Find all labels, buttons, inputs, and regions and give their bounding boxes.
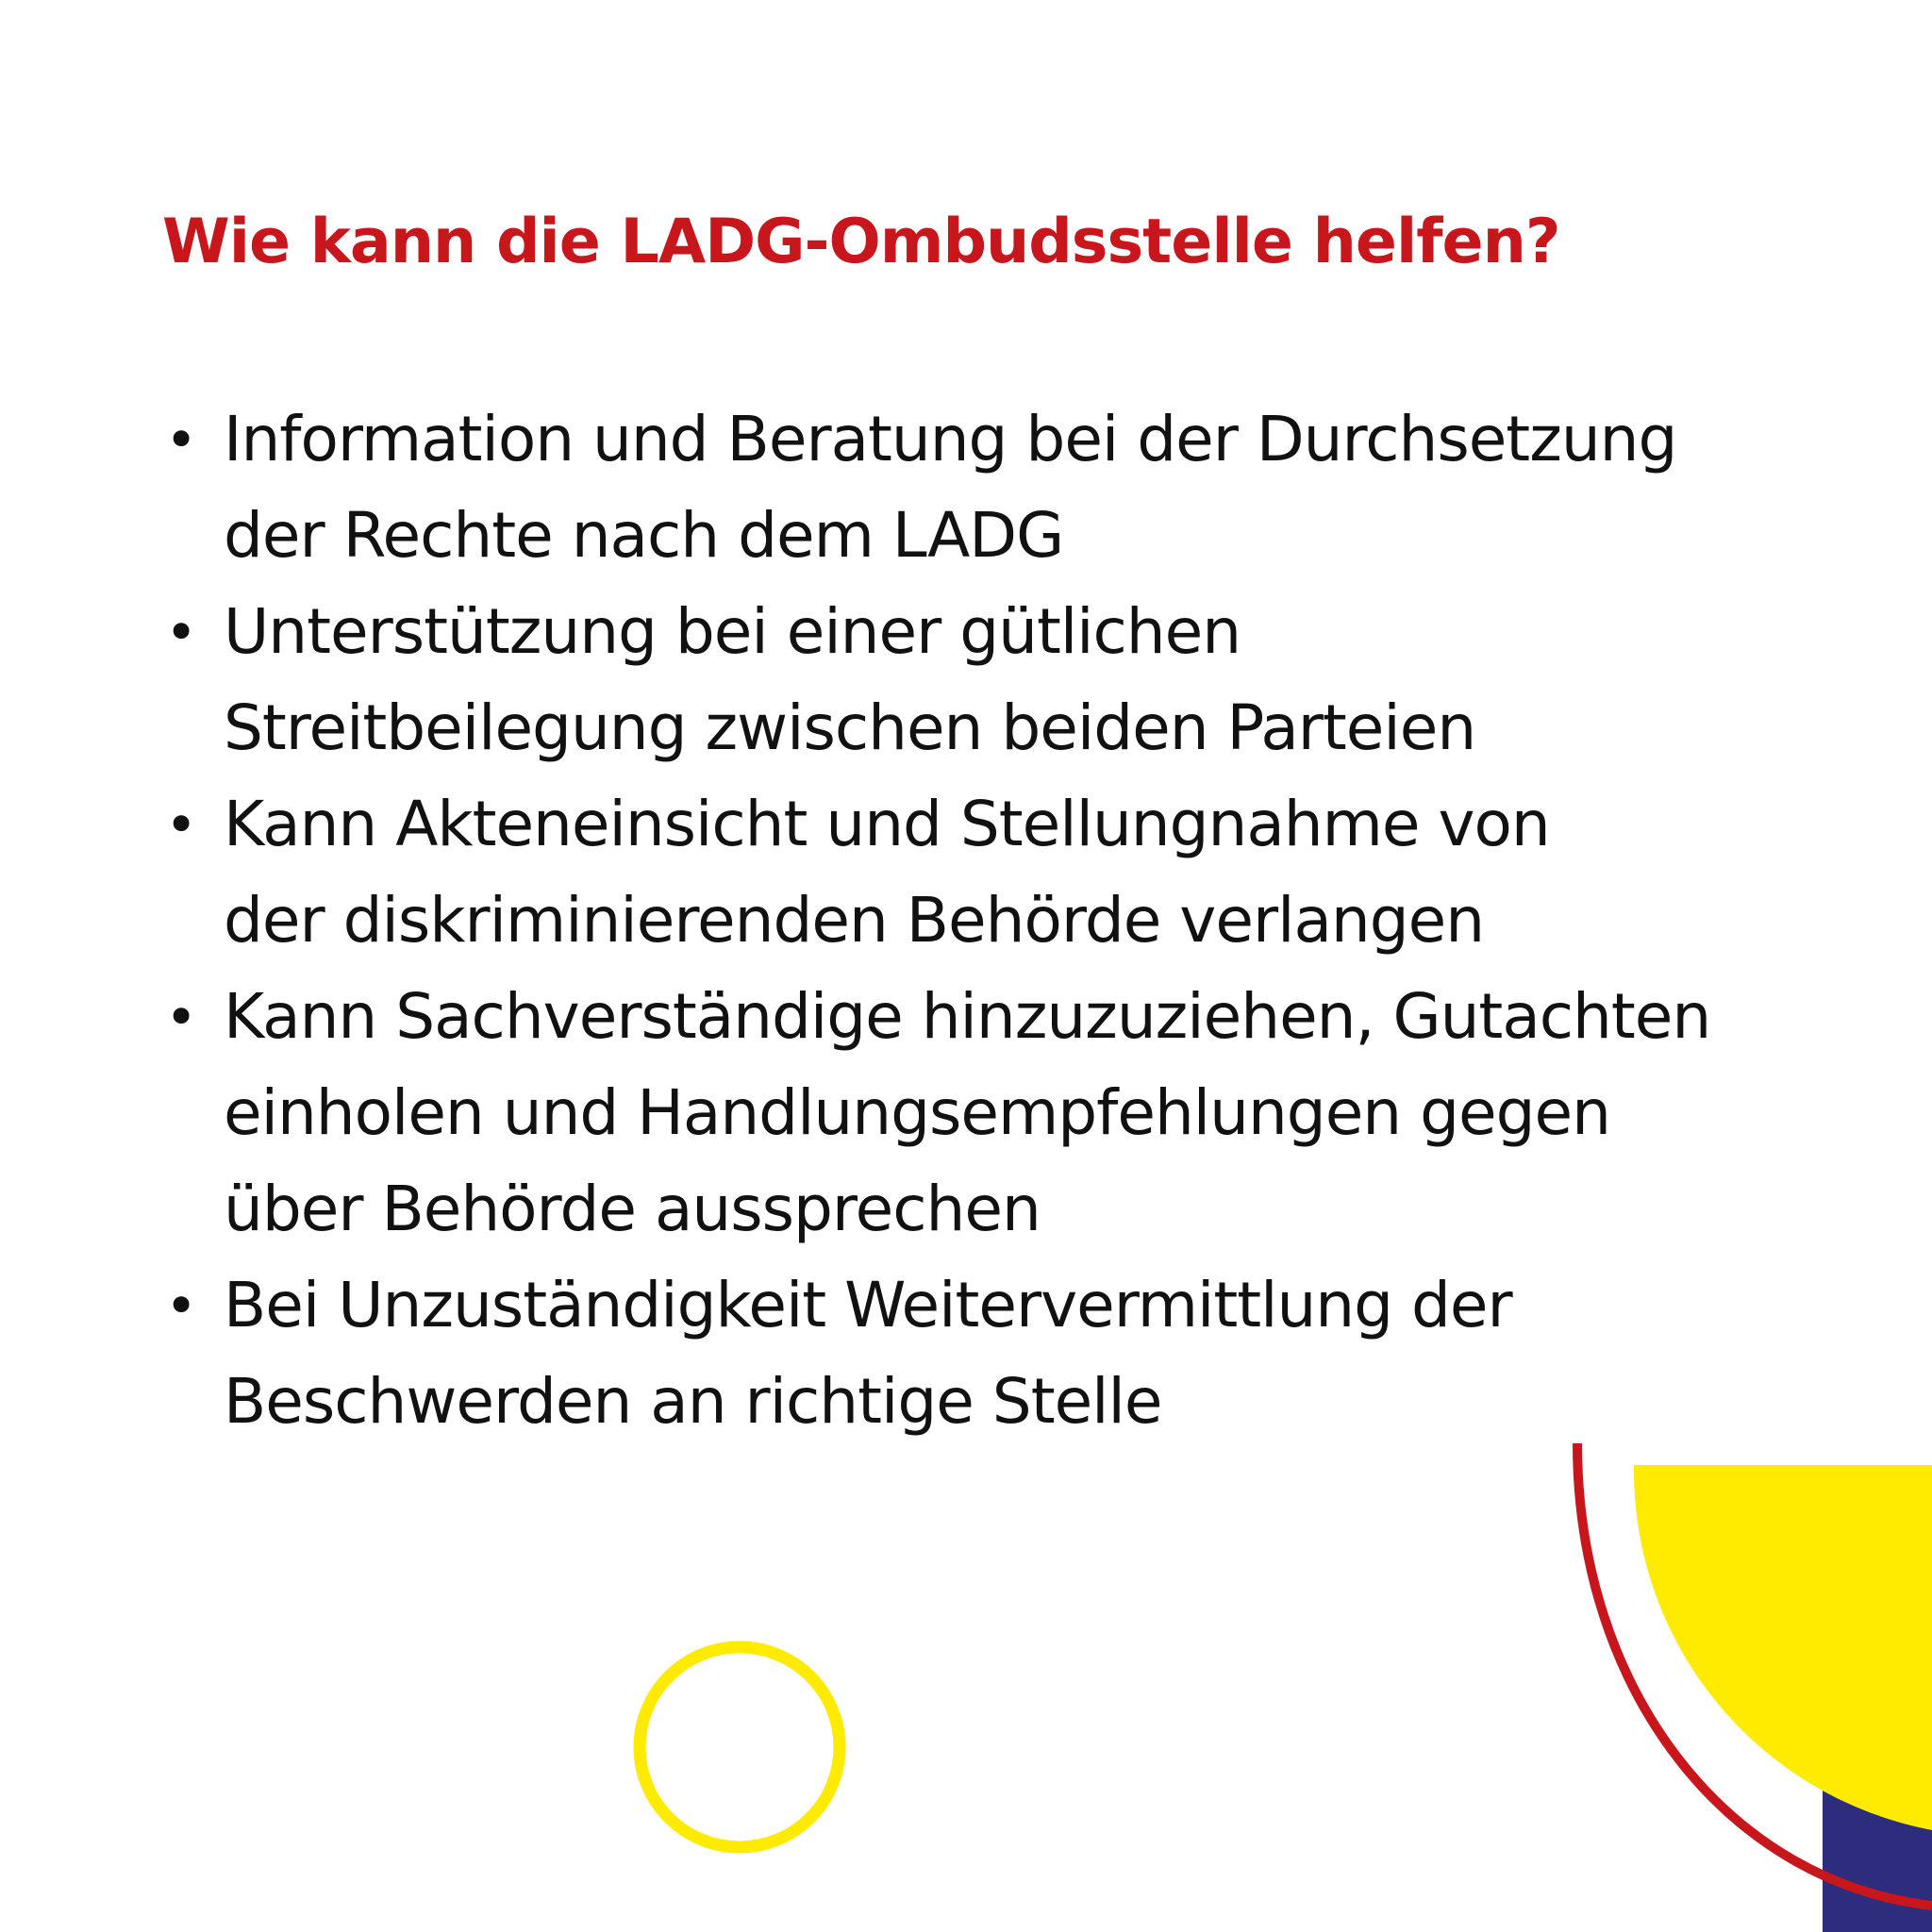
item-line: Information und Beratung bei der Durchsetzung	[224, 403, 1677, 475]
item-line: der diskriminierenden Behörde verlangen	[224, 884, 1485, 957]
list-item-referral	[156, 1257, 1797, 1450]
item-line: Beschwerden an richtige Stelle	[224, 1365, 1162, 1438]
bullet-icon: •	[165, 792, 198, 857]
list-item-experts	[156, 969, 1797, 1257]
help-list	[156, 391, 1797, 1450]
list-item-support	[156, 584, 1797, 776]
item-line: Kann Sachverständige hinzuzuziehen, Gutachten	[224, 980, 1711, 1053]
yellow-ring	[640, 1647, 840, 1847]
list-item-information	[156, 391, 1797, 584]
list-item-file-access	[156, 776, 1797, 969]
bullet-icon: •	[165, 1274, 198, 1338]
item-line: Bei Unzuständigkeit Weitervermittlung der	[224, 1269, 1512, 1341]
item-line: einholen und Handlungsempfehlungen gegen	[224, 1076, 1610, 1149]
yellow-half-disc	[1634, 1465, 1932, 1830]
item-line: über Behörde aussprechen	[224, 1173, 1041, 1245]
item-line: Kann Akteneinsicht und Stellungnahme von	[224, 788, 1550, 860]
item-line: Unterstützung bei einer gütlichen	[224, 595, 1241, 668]
item-line: der Rechte nach dem LADG	[224, 499, 1064, 572]
bullet-icon: •	[165, 600, 198, 664]
page-title: Wie kann die LADG-Ombudsstelle helfen?	[162, 207, 1560, 277]
item-line: Streitbeilegung zwischen beiden Parteien	[224, 691, 1476, 764]
bullet-icon: •	[165, 985, 198, 1049]
bullet-icon: •	[165, 408, 198, 472]
